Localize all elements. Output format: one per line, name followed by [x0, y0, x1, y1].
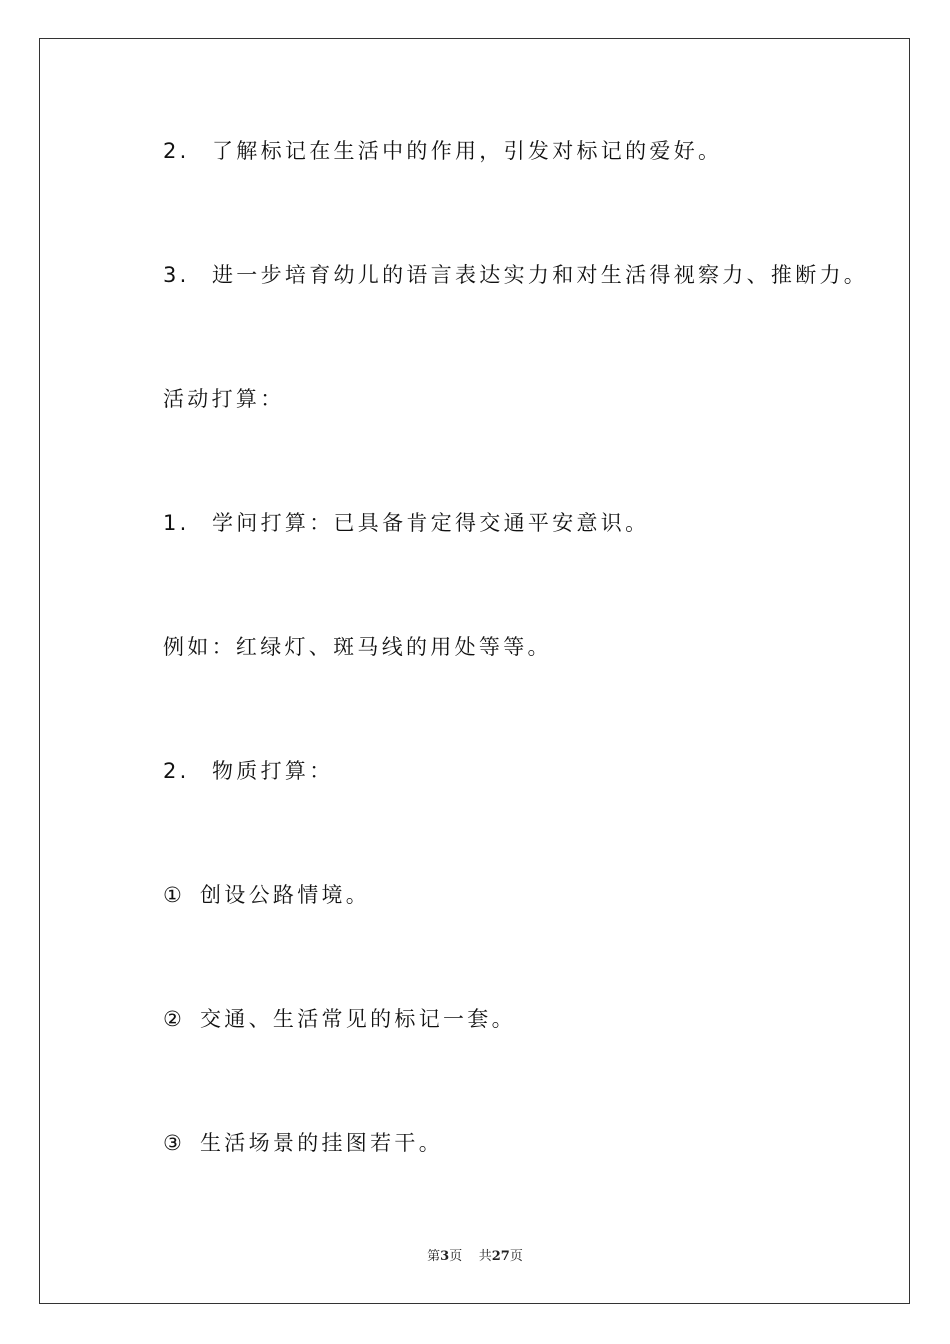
page-number: 3 — [440, 1249, 450, 1264]
total-suffix: 页 — [509, 1249, 523, 1264]
item-text: 交通、生活常见的标记一套。 — [200, 1007, 516, 1031]
objective-item-2 — [163, 137, 722, 165]
example-line — [163, 633, 552, 661]
item-text: 进一步培育幼儿的语言表达实力和对生活得视察力、推断力。 — [212, 263, 869, 287]
item-text: 生活场景的挂图若干。 — [200, 1131, 443, 1155]
page-prefix: 第 — [427, 1249, 441, 1264]
material-item-3 — [163, 1129, 443, 1157]
circled-number: ③ — [163, 1131, 186, 1155]
item-number: 2. — [163, 759, 190, 783]
material-item-1 — [163, 881, 370, 909]
item-text: 创设公路情境。 — [200, 883, 371, 907]
item-number: 3. — [163, 263, 190, 287]
item-number: 1. — [163, 511, 190, 535]
objective-item-3 — [163, 261, 868, 289]
total-prefix: 共 — [478, 1249, 492, 1264]
page-border — [39, 38, 910, 1304]
item-text: 物质打算： — [212, 759, 334, 783]
prep-item-1 — [163, 509, 649, 537]
example-text: 例如：红绿灯、斑马线的用处等等。 — [163, 635, 552, 659]
section-heading-preparation — [163, 385, 285, 413]
page-suffix: 页 — [449, 1249, 463, 1264]
page-footer — [0, 1248, 950, 1266]
circled-number: ② — [163, 1007, 186, 1031]
heading-text: 活动打算： — [163, 387, 285, 411]
item-text: 学问打算：已具备肯定得交通平安意识。 — [212, 511, 650, 535]
total-pages: 27 — [491, 1249, 510, 1264]
material-item-2 — [163, 1005, 516, 1033]
item-number: 2. — [163, 139, 190, 163]
circled-number: ① — [163, 883, 186, 907]
item-text: 了解标记在生活中的作用，引发对标记的爱好。 — [212, 139, 723, 163]
prep-item-2 — [163, 757, 334, 785]
